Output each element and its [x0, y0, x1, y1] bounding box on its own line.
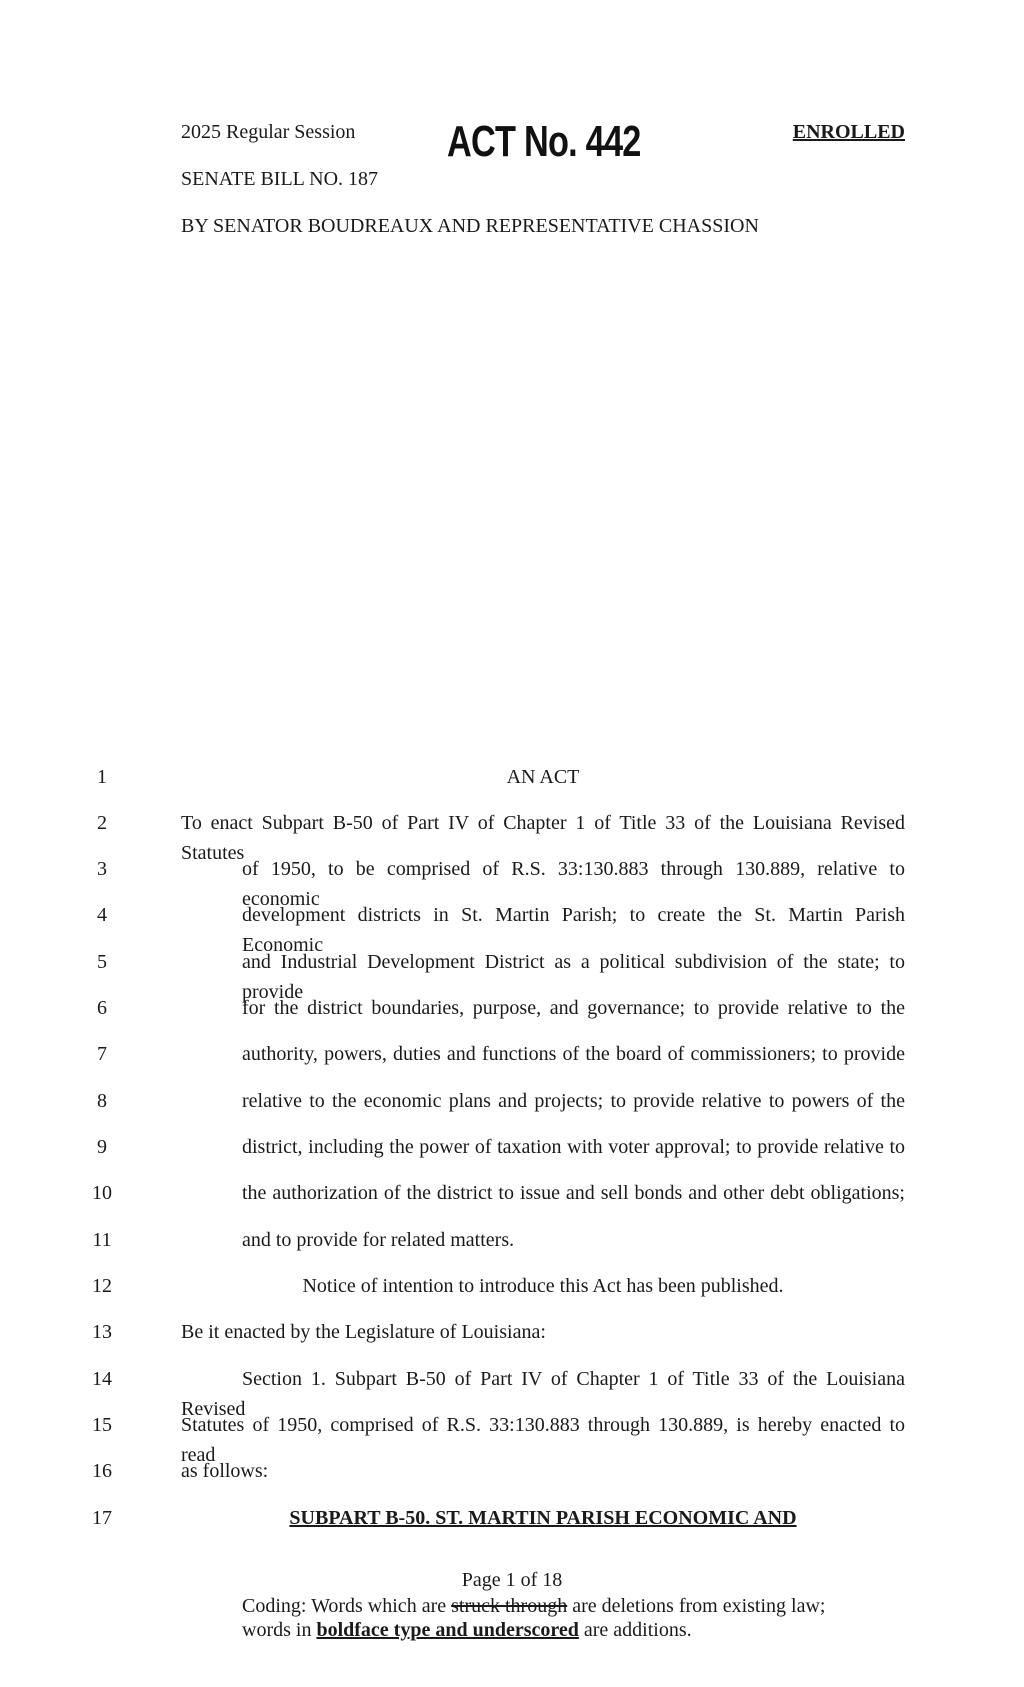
line-text: the authorization of the district to issue and sell bonds and other debt obligations;: [242, 1182, 905, 1204]
numbered-line: [0, 1503, 1024, 1533]
line-number: 9: [97, 1136, 107, 1158]
notice-text: Notice of intention to introduce this Act has been published.: [302, 1275, 784, 1297]
line-number: 5: [97, 951, 107, 973]
line-number: 10: [92, 1182, 112, 1204]
enrolled-status: ENROLLED: [792, 121, 905, 143]
subpart-heading: SUBPART B-50. ST. MARTIN PARISH ECONOMIC AND: [289, 1507, 797, 1529]
numbered-line: [0, 1178, 1024, 1208]
line-text: relative to the economic plans and projects; to provide relative to powers of the: [242, 1090, 905, 1112]
line-text: To enact Subpart B-50 of Part IV of Chapter 1 of Title 33 of the Louisiana Revised Statutes: [181, 812, 905, 864]
session-label: 2025 Regular Session: [181, 121, 356, 143]
line-text: authority, powers, duties and functions of the board of commissioners; to provide: [242, 1043, 905, 1065]
line-number: 15: [92, 1414, 112, 1436]
numbered-line: [0, 900, 1024, 956]
line-number: 11: [92, 1229, 112, 1251]
line-number: 14: [92, 1368, 112, 1390]
numbered-line: [0, 1271, 1024, 1301]
line-number: 13: [92, 1321, 112, 1343]
coding-suffix: are deletions from existing law;: [572, 1595, 826, 1617]
line-number: 7: [97, 1043, 107, 1065]
line-text: development districts in St. Martin Parish; to create the St. Martin Parish Economic: [242, 904, 905, 956]
act-title: AN ACT: [506, 766, 580, 788]
line-number: 2: [97, 812, 107, 834]
line-text: and Industrial Development District as a political subdivision of the state; to provide: [242, 951, 905, 1003]
enacting-clause: Be it enacted by the Legislature of Louisiana:: [181, 1321, 546, 1343]
coding-legend: [0, 1594, 1024, 1642]
numbered-line: [0, 854, 1024, 910]
line-number: 16: [92, 1460, 112, 1482]
numbered-line: [0, 1364, 1024, 1420]
line-number: 12: [92, 1275, 112, 1297]
line-number: 3: [97, 858, 107, 880]
line-text: for the district boundaries, purpose, and governance; to provide relative to the: [242, 997, 905, 1019]
numbered-line: [0, 762, 1024, 792]
line-text: and to provide for related matters.: [242, 1229, 515, 1251]
line-text: Statutes of 1950, comprised of R.S. 33:130.883 through 130.889, is hereby enacted to read: [181, 1414, 905, 1466]
words-prefix: words in: [242, 1619, 312, 1641]
line-text: district, including the power of taxation with voter approval; to provide relative to: [242, 1136, 905, 1158]
line-number: 8: [97, 1090, 107, 1112]
page-number: Page 1 of 18: [461, 1569, 563, 1591]
numbered-line: [0, 1410, 1024, 1466]
numbered-line: [0, 1039, 1024, 1069]
line-number: 6: [97, 997, 107, 1019]
coding-prefix: Coding: Words which are: [242, 1595, 447, 1617]
numbered-line: [0, 947, 1024, 1003]
words-bold: boldface type and underscored: [316, 1619, 579, 1641]
line-number: 4: [97, 904, 107, 926]
words-suffix: are additions.: [583, 1619, 692, 1641]
line-text: Section 1. Subpart B-50 of Part IV of Chapter 1 of Title 33 of the Louisiana Revised: [181, 1368, 905, 1420]
sponsors: BY SENATOR BOUDREAUX AND REPRESENTATIVE CHASSION: [181, 215, 759, 237]
bill-number: SENATE BILL NO. 187: [181, 168, 379, 190]
numbered-line: [0, 1225, 1024, 1255]
numbered-line: [0, 1086, 1024, 1116]
act-number: ACT No. 442: [447, 117, 641, 166]
numbered-line: [0, 993, 1024, 1023]
coding-struck: struck through: [451, 1595, 568, 1617]
numbered-line: [0, 808, 1024, 864]
numbered-line: [0, 1132, 1024, 1162]
line-text: of 1950, to be comprised of R.S. 33:130.883 through 130.889, relative to economic: [242, 858, 905, 910]
line-number: 17: [92, 1507, 112, 1529]
line-number: 1: [97, 766, 107, 788]
numbered-line: [0, 1456, 1024, 1486]
numbered-line: [0, 1317, 1024, 1347]
line-text: as follows:: [181, 1460, 269, 1482]
